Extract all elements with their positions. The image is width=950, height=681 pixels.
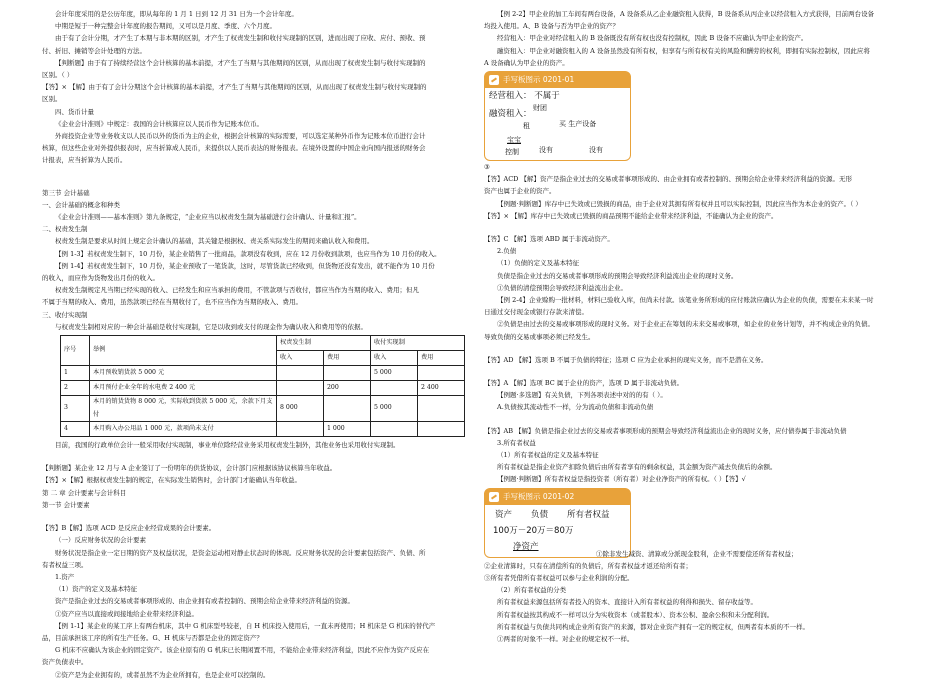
section-heading: 三、收付实现制 xyxy=(42,310,88,319)
table-header: 费用 xyxy=(418,351,465,366)
text-line: 《企业会计准则》中规定：我国的会计核算应以人民币作为记账本位币。 xyxy=(55,119,263,128)
text-line: 会计年度采用的是公历年度，即从每年的 1 月 1 日到 12 月 31 日为一个会计年度。 xyxy=(55,10,298,18)
text-line: ①两者的对象不一样。对企业的规定权不一样。 xyxy=(497,634,634,643)
text-line: 资产是指企业过去的交易或者事项形成的、由企业拥有或者控制的、预期会给企业带来经济利益的资源。 xyxy=(55,597,354,606)
table-cell: 本月的销货货物 8 000 元，实际收到货款 5 000 元，余款下月支付 xyxy=(90,396,277,422)
left-column xyxy=(42,8,462,681)
table-header: 收入 xyxy=(371,351,418,366)
table-cell: 1 000 xyxy=(324,422,371,437)
text-line: 中期是短于一种完整会计年度的报告期间，又可以是月度、季度、六个月度。 xyxy=(55,22,276,31)
text-line: 3.所有者权益 xyxy=(497,438,536,447)
text-line: （1）资产的定义及基本特征 xyxy=(55,585,138,594)
table-cell: 5 000 xyxy=(371,366,418,381)
text-line: 负债是指企业过去的交易或者事项形成的预期会导致经济利益流出企业的现时义务。 xyxy=(497,271,738,280)
text-line: （1）所有者权益的定义及基本特征 xyxy=(497,451,599,460)
table-cell: 8 000 xyxy=(277,396,324,422)
text-line: ①除非发生减资、清算或分派现金股利，企业不需要偿还所有者权益； xyxy=(596,549,798,558)
figure-text: 资产 xyxy=(495,509,513,520)
pen-icon xyxy=(489,492,499,502)
table-cell: 4 xyxy=(61,422,90,437)
handwriting-figure-0201-01 xyxy=(484,71,631,161)
chapter-heading: 第 二 章 会计要素与会计科目 xyxy=(42,488,127,497)
table-header: 收入 xyxy=(277,351,324,366)
table-cell: 本月购入办公用品 1 000 元，款项尚未支付 xyxy=(90,422,277,437)
accounting-comparison-table xyxy=(60,335,465,437)
right-column xyxy=(484,8,909,645)
text-line: 【例 2-2】甲企业的加工车间有两台设备，A 设备系从乙企业融资租入获得，B 设备系从丙企业以经营租入方式获得，目前两台设备 xyxy=(497,10,875,18)
text-line: G 机床不应确认为该企业的固定资产。该企业原有的 G 机床已长期闲置不用，不能给企业带来经济利益，因此不应作为资产反应在 xyxy=(55,646,430,655)
table-cell: 1 xyxy=(61,366,90,381)
table-cell: 200 xyxy=(324,381,371,396)
figure-text: 租 xyxy=(523,122,530,131)
table-cell xyxy=(371,422,418,437)
figure-text: 财团 xyxy=(533,104,547,113)
text-line: 【答】B【解】选项 ACD 是反应企业经营成果的会计要素。 xyxy=(42,524,216,533)
text-line: 核算，但这些企业对外提供报表时，应当折算成人民币，来提供以人民币表达的财务报表。在境外设置的中国企业向国内报送的财务会 xyxy=(42,144,426,153)
section-heading: 四、货币计量 xyxy=(55,107,94,116)
text-line: 【答】× 【解】由于有了会计分期这个会计核算的基本前提，才产生了当期与其他期间的区别，从而出现了权责发生制与收付实现制的 xyxy=(42,83,427,92)
text-line: A 设备确认为甲企业的资产。 xyxy=(484,58,569,67)
text-line: ③ xyxy=(484,163,490,172)
text-line: 均投入使用。A、B 设备与否为甲企业的资产？ xyxy=(484,22,620,31)
table-header: 权责发生制 xyxy=(277,336,371,351)
text-line: ③所有者凭借所有者权益可以参与企业利润的分配。 xyxy=(484,573,634,582)
text-line: 经营租入：甲企业对经营租入的 B 设备既没有所有权也没有控制权，因此 B 设备不应确认为甲企业的资产。 xyxy=(497,34,808,43)
table-header: 费用 xyxy=(324,351,371,366)
figure-text: 宝宝 xyxy=(507,136,521,145)
text-line: ②企业清算时，只有在清偿所有的负债后，所有者权益才返还给所有者； xyxy=(484,561,692,570)
table-cell xyxy=(324,396,371,422)
text-line: 所有者权益是指企业资产扣除负债后由所有者享有的剩余权益，其金额为资产减去负债后的余额。 xyxy=(497,463,777,472)
table-cell: 本月预收销货款 5 000 元 xyxy=(90,366,277,381)
table-cell xyxy=(277,381,324,396)
text-line: 财务状况是指企业一定日期的资产及权益状况，是资金运动相对静止状态时的体现。反应财务状况的会计要素包括资产、负债、所 xyxy=(55,548,426,557)
text-line: 资产也属于企业的资产。 xyxy=(484,187,556,196)
figure-text: 控制 xyxy=(505,148,519,157)
text-line: 所有者权益与负债共同构成企业所有资产的来源，都对企业资产拥有一定的规定权，但两者有本质的不一样。 xyxy=(497,622,809,631)
text-line: 所有者权益来源包括所有者投入的资本、直接计入所有者权益的利得和损失、留存收益等。 xyxy=(497,598,757,607)
table-cell xyxy=(371,381,418,396)
text-line: 【判断题】某企业 12 月与 A 企业签订了一份明年的供货协议，会计部门应根据该协议核算当年收益。 xyxy=(42,464,337,473)
text-line: 【例题·判断题】库存中已失效或已毁损的商品，由于企业对其拥有所有权并且可以实际控制，因此应当作为本企业的资产。（ ） xyxy=(497,199,862,208)
table-header: 收付实现制 xyxy=(371,336,465,351)
text-line: ①负债的清偿预期会导致经济利益流出企业。 xyxy=(497,283,627,292)
text-line: 【例 2-4】企业赊购一批材料，材料已验收入库，但尚未付款。该笔业务所形成的应付账款应确认为企业的负债，需要在未来某一时 xyxy=(497,296,874,305)
table-cell: 3 xyxy=(61,396,90,422)
figure-title: 手写板图示 0201-01 xyxy=(503,74,575,84)
text-line: 区别。 xyxy=(42,95,62,104)
text-line: 与权责发生制相对应的一种会计基础是收付实现制，它是以收到或支付的现金作为确认收入和费用等的依据。 xyxy=(55,322,367,331)
text-line: 计报表，应当折算为人民币。 xyxy=(42,156,127,165)
text-line: 品，目前承担该工序的所有生产任务。G、H 机床与否都是企业的固定资产？ xyxy=(42,633,263,642)
figure-text: 经营租入： 不属于 xyxy=(489,91,560,102)
text-line: （2）所有者权益的分类 xyxy=(497,586,567,595)
text-line: （1）负债的定义及基本特征 xyxy=(497,259,580,268)
text-line: 【答】× 【解】库存中已失效或已毁损的商品预期不能给企业带来经济利益，不能确认为企业的资产。 xyxy=(484,211,778,220)
table-cell: 5 000 xyxy=(371,396,418,422)
text-line: 不属于当期的收入、费用，虽然款项已经在当期收付了，也不应当作为当期的收入、费用。 xyxy=(42,298,302,307)
text-line: 【答】×【解】根据权责发生制的规定，在实际发生销售时，会计部门才能确认当年收益。 xyxy=(42,476,301,485)
figure-row xyxy=(484,486,909,560)
table-cell: 2 400 xyxy=(418,381,465,396)
text-line: 所有者权益按其构成不一样可以分为实收资本（或者股本）、资本公积、盈余公积和未分配利润。 xyxy=(497,610,774,619)
text-line: 【例 1-1】某企业的某工序上有两台机床，其中 G 机床型号较老，自 H 机床投入使用后，一直未再使用；H 机床是 G 机床的替代产 xyxy=(55,621,436,630)
table-row xyxy=(61,396,465,422)
table-cell xyxy=(418,396,465,422)
section-heading: 二、权责发生制 xyxy=(42,225,88,234)
text-line: 外商投资企业等业务收支以人民币以外的货币为主的企业，根据会计核算的实际需要，可以选定某种外币作为记账本位币进行会计 xyxy=(55,132,426,141)
text-line: ②资产是为企业拥有的，或者虽然不为企业所拥有，也是企业可以控制的。 xyxy=(55,670,270,679)
figure-text: 负债 xyxy=(531,509,549,520)
section-heading: 一、会计基础的概念和种类 xyxy=(42,200,120,209)
table-cell xyxy=(277,422,324,437)
text-line: 【答】AB 【解】负债是指企业过去的交易或者事项形成的预期会导致经济利益流出企业的现时义务，应付债券属于非流动负债 xyxy=(484,426,847,435)
text-line: 【答】ACD 【解】资产是指企业过去的交易或者事项形成的、由企业拥有或者控制的、预期会给企业带来经济利益的资源。无形 xyxy=(484,175,852,184)
text-line: 《企业会计准则——基本准则》第九条规定，“企业应当以权责发生制为基础进行会计确认、计量和汇报”。 xyxy=(55,213,361,222)
text-line: 区别。（ ） xyxy=(42,71,74,80)
table-header: 举例 xyxy=(90,336,277,366)
figure-text: 100万－20万＝80万 xyxy=(493,525,574,536)
text-line: 【答】C 【解】选项 ABD 属于非流动资产。 xyxy=(484,235,614,244)
table-cell xyxy=(418,366,465,381)
text-line: 2.负债 xyxy=(497,247,517,256)
figure-text: 买 生产设备 xyxy=(559,120,597,129)
figure-text: 净资产 xyxy=(513,541,539,552)
figure-header xyxy=(485,489,630,505)
table-row xyxy=(61,381,465,396)
pen-icon xyxy=(489,75,499,85)
text-line: 1.资产 xyxy=(55,572,75,581)
table-cell xyxy=(418,422,465,437)
text-line: 付、折旧、摊销等会计处理的方法。 xyxy=(42,46,146,55)
text-line: 【判断题】由于有了持续经营这个会计核算的基本前提，才产生了当期与其他期间的区别，从而出现了权责发生制与收付实现制的 xyxy=(55,58,426,67)
text-line: 有者权益三项。 xyxy=(42,560,88,569)
figure-title: 手写板图示 0201-02 xyxy=(503,491,575,501)
text-line: 由于有了会计分期，才产生了本期与非本期的区别，才产生了权责发生制和收付实现制的区别，进而出现了应收、应付、预收、预 xyxy=(55,34,426,43)
text-line: 【答】A 【解】选项 BC 属于企业的资产，选项 D 属于非流动负债。 xyxy=(484,379,684,388)
table-cell: 2 xyxy=(61,381,90,396)
figure-text: 融资租入： xyxy=(489,109,532,120)
text-line: 日通过交付现金或银行存款来清偿。 xyxy=(484,308,588,317)
text-line: 【答】AD 【解】选项 B 不属于负债的特征；选项 C 应为企业承担的现实义务，而不是潜在义务。 xyxy=(484,355,768,364)
table-row xyxy=(61,422,465,437)
text-line: 的收入，而应作为货物发出月份的收入。 xyxy=(42,274,159,283)
table-header: 序号 xyxy=(61,336,90,366)
text-line: （一）反应财务状况的会计要素 xyxy=(55,536,146,545)
text-line: 目前，我国的行政单位会计一般采用收付实现制，事业单位除经营业务采用权责发生制外，其他业务也采用收付实现制。 xyxy=(55,441,400,450)
text-line: ①资产应当以直接或间接地给企业带来经济利益。 xyxy=(55,609,198,618)
text-line: A.负债按其流动性不一样，分为流动负债和非流动负债 xyxy=(497,403,654,412)
text-line: 【例题·判断题】所有者权益是指投资者（所有者）对企业净资产的所有权。（ ）【答】√ xyxy=(497,475,746,484)
figure-text: 没有 xyxy=(539,146,553,155)
figure-text: 所有者权益 xyxy=(567,509,610,520)
text-line: 资产负债表中。 xyxy=(42,658,88,667)
table-cell xyxy=(324,366,371,381)
section-heading: 第一节 会计要素 xyxy=(42,500,90,509)
text-line: 权责发生制是要求从时间上规定会计确认的基础，其关键是根据权、责关系实际发生的期间来确认收入和费用。 xyxy=(55,237,374,246)
text-line: 权责发生制规定凡当期已经实现的收入、已经发生和应当承担的费用，不管款项与否收付，都应当作为当期的收入、费用；但凡 xyxy=(55,286,419,295)
section-heading: 第三节 会计基础 xyxy=(42,188,90,197)
table-cell xyxy=(277,366,324,381)
table-row xyxy=(61,366,465,381)
figure-body xyxy=(485,88,630,160)
figure-text: 没有 xyxy=(589,146,603,155)
figure-header xyxy=(485,72,630,88)
text-line: 【例 1-4】若权责发生制下，10 月份，某企业预收了一笔货款，这时，尽管货款已经收到，但货物还没有发出，就不能作为 10 月份 xyxy=(55,261,435,270)
text-line: 【例题·多选题】有关负债，下列各项表述中对的的有（ ）。 xyxy=(497,391,667,400)
text-line: 融资租入：甲企业对融资租入的 A 设备虽然没有所有权，但享有与所有权有关的风险和酬劳的权利，即拥有实际控制权，因此应将 xyxy=(497,46,870,55)
table-cell: 本月预付企业全年的水电费 2 400 元 xyxy=(90,381,277,396)
text-line: ②负债是由过去的交易或事项形成的现时义务。对于企业正在筹划的未来交易或事项，如企业的业务计划等，并不构成企业的负债。 xyxy=(497,320,874,329)
text-line: 导致负债的交易或事项必须已经发生。 xyxy=(484,332,595,341)
text-line: 【例 1-3】若权责发生制下，10 月份，某企业销售了一批商品，款项没有收到，应在 12 月份收到款项，也应当作为 10 月份的收入。 xyxy=(55,249,441,258)
